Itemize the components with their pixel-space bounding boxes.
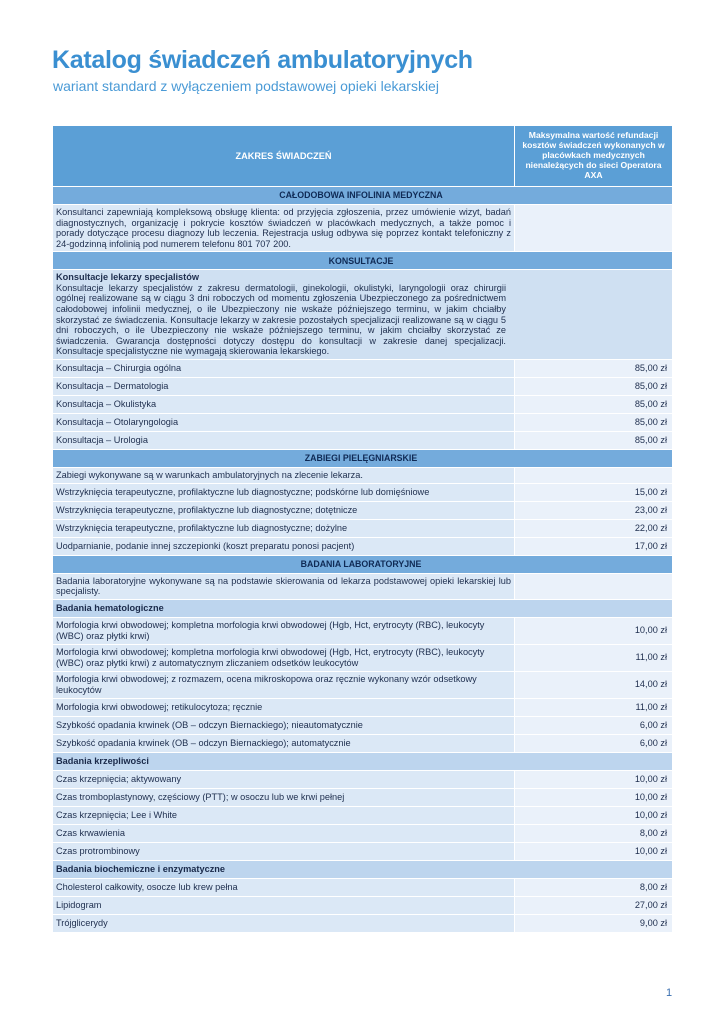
description-cell (53, 467, 515, 483)
table-row (53, 359, 673, 377)
description-cell (53, 205, 515, 252)
service-price: 85,00 zł (515, 359, 673, 377)
service-name: Konsultacja – Okulistyka (53, 395, 515, 413)
service-price: 85,00 zł (515, 431, 673, 449)
table-row (53, 671, 673, 698)
table-row (53, 878, 673, 896)
service-name: Czas protrombinowy (53, 842, 515, 860)
service-name: Czas krzepnięcia; aktywowany (53, 770, 515, 788)
service-price: 23,00 zł (515, 501, 673, 519)
service-name: Czas tromboplastynowy, częściowy (PTT); w osoczu lub we krwi pełnej (53, 788, 515, 806)
section-title-text: KONSULTACJE (328, 255, 394, 266)
description-row (53, 205, 673, 252)
section-row (53, 449, 673, 467)
section-title (53, 449, 673, 467)
service-name: Konsultacja – Dermatologia (53, 377, 515, 395)
service-name: Lipidogram (53, 896, 515, 914)
page-number: 1 (666, 987, 673, 999)
service-price: 8,00 zł (515, 878, 673, 896)
table-row (53, 716, 673, 734)
table-header (53, 126, 673, 187)
service-price: 11,00 zł (515, 698, 673, 716)
page-title: Katalog świadczeń ambulatoryjnych (52, 46, 473, 74)
subsection-title: Badania krzepliwości (53, 752, 673, 770)
description-row (53, 270, 673, 360)
subsection-title: Badania biochemiczne i enzymatyczne (53, 860, 673, 878)
service-price: 85,00 zł (515, 395, 673, 413)
table-row (53, 914, 673, 932)
table-row (53, 734, 673, 752)
table-row (53, 395, 673, 413)
service-price: 10,00 zł (515, 770, 673, 788)
table-row (53, 377, 673, 395)
service-price: 14,00 zł (515, 671, 673, 698)
section-title (53, 555, 673, 573)
description-text: Zabiegi wykonywane są w warunkach ambulatoryjnych na zlecenie lekarza. (56, 469, 363, 480)
description-text: Konsultanci zapewniają kompleksową obsługę klienta: od przyjęcia zgłoszenia, przez umówienie wizyt, badań diagnostycznych, organizację i pokrycie kosztów świadczeń w placówkach medycznych, a także pomoc i porady dotyczące procesu diagnozy lub leczenia. Rejestracja usług odbywa się poprzez kontakt telefoniczny z 24-godzinną infolinią pod numerem telefonu 801 707 200. (56, 207, 511, 249)
service-name: Trójglicerydy (53, 914, 515, 932)
section-title (53, 252, 673, 270)
header-services: ZAKRES ŚWIADCZEŃ (53, 126, 515, 187)
description-empty (515, 467, 673, 483)
service-name: Uodparnianie, podanie innej szczepionki (koszt preparatu ponosi pacjent) (53, 537, 515, 555)
service-name: Wstrzyknięcia terapeutyczne, profilaktyczne lub diagnostyczne; podskórne lub domięśniowe (53, 483, 515, 501)
table-row (53, 824, 673, 842)
section-title-text: ZABIEGI PIELĘGNIARSKIE (304, 453, 418, 464)
table-row (53, 770, 673, 788)
subsection-row (53, 860, 673, 878)
service-price: 11,00 zł (515, 644, 673, 671)
service-price: 6,00 zł (515, 734, 673, 752)
section-row (53, 187, 673, 205)
section-title-text: BADANIA LABORATORYJNE (300, 558, 422, 569)
description-text: Konsultacje lekarzy specjalistów z zakresu dermatologii, ginekologii, okulistyki, laryngologii oraz chirurgii ogólnej realizowane są w ciągu 3 dni roboczych od momentu zgłoszenia Ubezpieczonego za pośrednictwem całodobowej infolinii medycznej, o ile Ubezpieczony nie wskaże późniejszego terminu, w jakim chciałby skorzystać ze świadczenia. Konsultacje lekarzy w zakresie pozostałych specjalizacji realizowane są w ciągu 5 dni roboczych, o ile Ubezpieczony nie wskaże późniejszego terminu, w jakim chciałby skorzystać ze świadczenia. Gwarancja dostępności dotyczy dostępu do konsultacji w zakresie danej specjalizacji. Konsultacje specjalistyczne nie wymagają skierowania lekarskiego. (56, 282, 506, 357)
service-name: Czas krzepnięcia; Lee i White (53, 806, 515, 824)
service-price: 10,00 zł (515, 806, 673, 824)
section-title-text: CAŁODOBOWA INFOLINIA MEDYCZNA (279, 190, 443, 201)
service-name: Morfologia krwi obwodowej; retikulocytoza; ręcznie (53, 698, 515, 716)
service-name: Morfologia krwi obwodowej; kompletna morfologia krwi obwodowej (Hgb, Hct, erytrocyty (RBC), leukocyty (WBC) oraz płytki krwi) (53, 617, 515, 644)
table-row (53, 413, 673, 431)
service-name: Szybkość opadania krwinek (OB – odczyn Biernackiego); nieautomatycznie (53, 716, 515, 734)
description-row (53, 573, 673, 599)
service-name: Czas krwawienia (53, 824, 515, 842)
table-row (53, 519, 673, 537)
service-price: 85,00 zł (515, 413, 673, 431)
table-row (53, 788, 673, 806)
table-row (53, 537, 673, 555)
service-price: 10,00 zł (515, 788, 673, 806)
service-name: Morfologia krwi obwodowej; kompletna morfologia krwi obwodowej (Hgb, Hct, erytrocyty (RBC), leukocyty (WBC) oraz płytki krwi) z automatycznym zliczaniem odsetków leukocytów (53, 644, 515, 671)
service-price: 9,00 zł (515, 914, 673, 932)
header-refund: Maksymalna wartość refundacji kosztów świadczeń wykonanych w placówkach medycznych nienależących do sieci Operatora AXA (515, 126, 673, 187)
subsection-row (53, 599, 673, 617)
service-price: 22,00 zł (515, 519, 673, 537)
subsection-title: Konsultacje lekarzy specjalistów (56, 272, 199, 283)
service-name: Morfologia krwi obwodowej; z rozmazem, ocena mikroskopowa oraz ręcznie wykonany wzór odsetkowy leukocytów (53, 671, 515, 698)
service-name: Szybkość opadania krwinek (OB – odczyn Biernackiego); automatycznie (53, 734, 515, 752)
service-price: 15,00 zł (515, 483, 673, 501)
description-cell (53, 573, 515, 599)
service-price: 27,00 zł (515, 896, 673, 914)
description-text: Badania laboratoryjne wykonywane są na podstawie skierowania od lekarza podstawowej opieki lekarskiej lub specjalisty. (56, 575, 511, 597)
table-row (53, 617, 673, 644)
section-row (53, 555, 673, 573)
service-name: Konsultacja – Urologia (53, 431, 515, 449)
service-price: 10,00 zł (515, 617, 673, 644)
service-price: 10,00 zł (515, 842, 673, 860)
description-empty (515, 205, 673, 252)
service-name: Konsultacja – Otolaryngologia (53, 413, 515, 431)
table-row (53, 806, 673, 824)
page-subtitle: wariant standard z wyłączeniem podstawowej opieki lekarskiej (53, 78, 439, 94)
table-row (53, 431, 673, 449)
section-row (53, 252, 673, 270)
service-price: 17,00 zł (515, 537, 673, 555)
table-row (53, 842, 673, 860)
service-price: 8,00 zł (515, 824, 673, 842)
section-title (53, 187, 673, 205)
service-name: Wstrzyknięcia terapeutyczne, profilaktyczne lub diagnostyczne; dotętnicze (53, 501, 515, 519)
service-name: Konsultacja – Chirurgia ogólna (53, 359, 515, 377)
table-row (53, 698, 673, 716)
service-price: 6,00 zł (515, 716, 673, 734)
description-row (53, 467, 673, 483)
table-row (53, 483, 673, 501)
service-name: Wstrzyknięcia terapeutyczne, profilaktyczne lub diagnostyczne; dożylne (53, 519, 515, 537)
subsection-row (53, 752, 673, 770)
table-row (53, 644, 673, 671)
service-name: Cholesterol całkowity, osocze lub krew pełna (53, 878, 515, 896)
table-row (53, 896, 673, 914)
table-row (53, 501, 673, 519)
service-price: 85,00 zł (515, 377, 673, 395)
services-table (52, 125, 673, 933)
subsection-title: Badania hematologiczne (53, 599, 673, 617)
description-empty (515, 573, 673, 599)
description-cell (53, 270, 673, 360)
